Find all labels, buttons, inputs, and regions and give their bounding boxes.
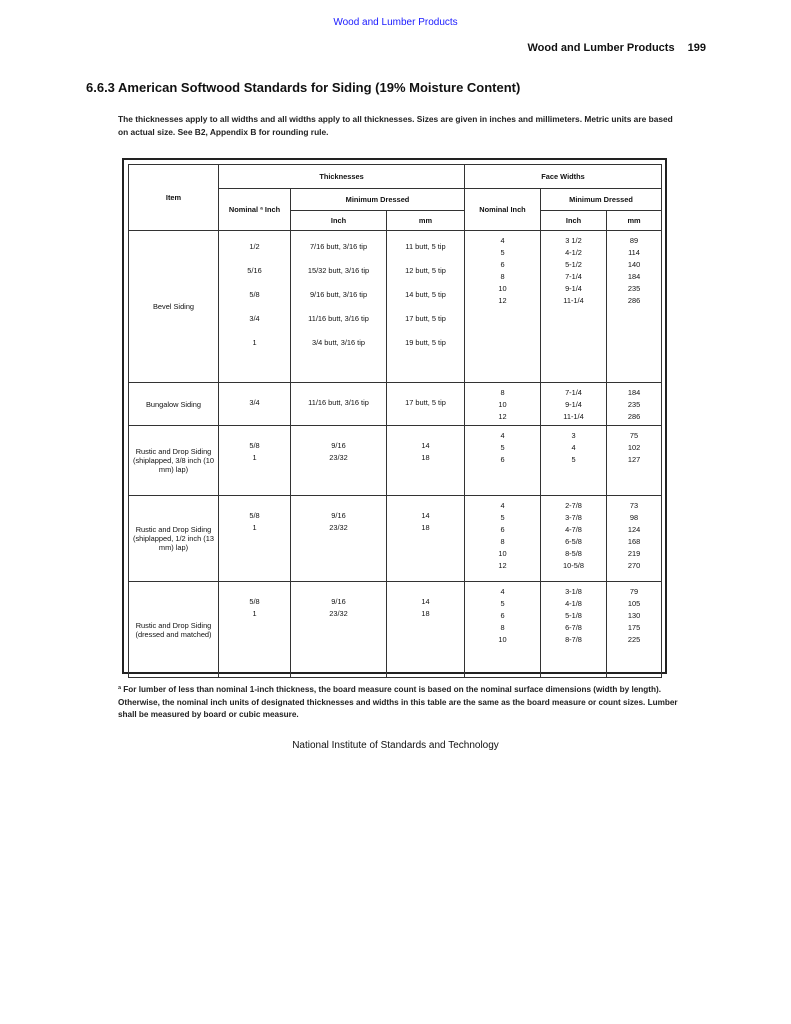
cell-value: 5 xyxy=(571,455,576,464)
cell-value: 11 butt, 5 tip xyxy=(405,242,446,251)
cell-nominal xyxy=(219,231,291,383)
row-item-name: Rustic and Drop Siding (shiplapped, 1/2 inch (13 mm) lap) xyxy=(129,496,219,582)
header-fw-nominal-inch: Nominal Inch xyxy=(465,189,541,231)
cell-value: 8-5/8 xyxy=(565,549,582,558)
cell-fw-mm xyxy=(607,582,662,678)
header-nominal-inch: Nominal ª Inch xyxy=(219,189,291,231)
intro-paragraph: The thicknesses apply to all widths and all widths apply to all thicknesses. Sizes are given in inches and millimeters. Metric units are based on actual size. See B2, Appendix B for rounding rule. xyxy=(118,114,673,138)
cell-value: 6-5/8 xyxy=(565,537,582,546)
cell-fw-mm xyxy=(607,383,662,426)
cell-value: 6 xyxy=(500,455,505,464)
cell-value: 23/32 xyxy=(329,609,348,618)
cell-value: 127 xyxy=(627,455,641,464)
cell-mm xyxy=(387,383,465,426)
cell-value: 73 xyxy=(629,501,639,510)
cell-value: 9/16 xyxy=(331,597,346,606)
row-item-name: Bevel Siding xyxy=(129,231,219,383)
cell-value: 235 xyxy=(627,284,641,293)
cell-value: 10 xyxy=(498,284,507,293)
cell-value: 11-1/4 xyxy=(563,296,584,305)
cell-inch xyxy=(291,383,387,426)
cell-value: 286 xyxy=(627,296,641,305)
cell-value: 140 xyxy=(627,260,641,269)
cell-fw-nominal xyxy=(465,383,541,426)
cell-value: 5-1/8 xyxy=(565,611,582,620)
cell-value: 14 xyxy=(421,441,430,450)
cell-value: 9/16 butt, 3/16 tip xyxy=(309,290,368,299)
cell-value: 11-1/4 xyxy=(563,412,584,421)
cell-value: 23/32 xyxy=(329,523,348,532)
cell-fw-nominal xyxy=(465,582,541,678)
cell-value: 1 xyxy=(252,338,257,347)
cell-inch xyxy=(291,426,387,496)
cell-value: 4-1/8 xyxy=(565,599,582,608)
cell-value: 5/16 xyxy=(247,266,262,275)
cell-value: 7/16 butt, 3/16 tip xyxy=(309,242,368,251)
cell-value: 235 xyxy=(627,400,641,409)
cell-value: 12 xyxy=(498,296,507,305)
header-mm: mm xyxy=(387,211,465,231)
cell-value: 18 xyxy=(421,453,430,462)
cell-value: 8 xyxy=(500,537,505,546)
cell-nominal xyxy=(219,426,291,496)
cell-fw-inch xyxy=(541,426,607,496)
cell-value: 14 xyxy=(421,597,430,606)
cell-nominal xyxy=(219,383,291,426)
cell-value: 114 xyxy=(628,248,640,257)
cell-value: 3/4 xyxy=(249,314,260,323)
cell-value: 5 xyxy=(500,443,505,452)
cell-value: 9/16 xyxy=(331,511,346,520)
cell-value: 8 xyxy=(500,388,505,397)
cell-mm xyxy=(387,426,465,496)
cell-value: 5/8 xyxy=(249,511,260,520)
cell-value: 2-7/8 xyxy=(565,501,582,510)
cell-value: 1 xyxy=(252,453,257,462)
cell-inch xyxy=(291,231,387,383)
cell-value: 5/8 xyxy=(249,597,260,606)
page-number: 199 xyxy=(687,42,706,54)
section-title: 6.6.3 American Softwood Standards for Siding (19% Moisture Content) xyxy=(86,80,521,95)
cell-nominal xyxy=(219,582,291,678)
header-thicknesses: Thicknesses xyxy=(219,165,465,189)
cell-value: 1 xyxy=(252,523,257,532)
cell-value: 4 xyxy=(571,443,576,452)
cell-value: 5 xyxy=(500,248,505,257)
header-min-dressed: Minimum Dressed xyxy=(291,189,465,211)
cell-mm xyxy=(387,582,465,678)
cell-value: 5 xyxy=(500,599,505,608)
cell-value: 8-7/8 xyxy=(565,635,582,644)
cell-value: 19 butt, 5 tip xyxy=(405,338,446,347)
cell-value: 4-1/2 xyxy=(565,248,582,257)
cell-fw-nominal xyxy=(465,426,541,496)
cell-value: 3-7/8 xyxy=(565,513,582,522)
cell-value: 10 xyxy=(498,635,507,644)
cell-value: 105 xyxy=(627,599,641,608)
row-item-name: Rustic and Drop Siding (shiplapped, 3/8 inch (10 mm) lap) xyxy=(129,426,219,496)
table-row xyxy=(129,582,662,678)
cell-value: 6 xyxy=(500,260,505,269)
page-footer: National Institute of Standards and Technology xyxy=(292,740,499,751)
cell-value: 3 xyxy=(571,431,576,440)
cell-value: 225 xyxy=(627,635,641,644)
cell-value: 184 xyxy=(627,272,641,281)
cell-value: 175 xyxy=(627,623,641,632)
cell-value: 4-7/8 xyxy=(565,525,582,534)
cell-value: 5 xyxy=(500,513,505,522)
siding-table-frame xyxy=(122,158,667,674)
cell-value: 75 xyxy=(629,431,639,440)
cell-value: 1 xyxy=(252,609,257,618)
cell-value: 9-1/4 xyxy=(565,400,582,409)
cell-fw-inch xyxy=(541,383,607,426)
cell-value: 17 butt, 5 tip xyxy=(405,314,446,323)
cell-value: 89 xyxy=(629,236,639,245)
cell-value: 3/4 xyxy=(249,398,260,407)
cell-value: 11/16 butt, 3/16 tip xyxy=(308,314,369,323)
cell-value: 8 xyxy=(500,272,505,281)
cell-value: 14 xyxy=(421,511,430,520)
cell-value: 10 xyxy=(498,400,507,409)
cell-value: 79 xyxy=(629,587,639,596)
running-title: Wood and Lumber Products xyxy=(527,42,675,54)
cell-value: 4 xyxy=(500,236,505,245)
cell-value: 184 xyxy=(627,388,641,397)
footnote: ª For lumber of less than nominal 1-inch thickness, the board measure count is based on the nominal surface dimensions (width by length). Otherwise, the nominal inch units of designated thicknesses and widths in this table are the same as the board measure or count sizes. Lumber shall be measured by board or cubic measure. xyxy=(118,685,678,720)
cell-value: 9-1/4 xyxy=(565,284,582,293)
siding-table xyxy=(128,164,662,678)
cell-value: 5/8 xyxy=(249,290,260,299)
cell-value: 124 xyxy=(627,525,641,534)
cell-value: 10 xyxy=(498,549,507,558)
cell-value: 4 xyxy=(500,431,505,440)
table-row xyxy=(129,426,662,496)
cell-value: 6-7/8 xyxy=(565,623,582,632)
cell-value: 7-1/4 xyxy=(565,272,582,281)
header-fw-min-dressed: Minimum Dressed xyxy=(541,189,662,211)
header-fw-inch: Inch xyxy=(541,211,607,231)
cell-value: 12 butt, 5 tip xyxy=(405,266,446,275)
cell-fw-inch xyxy=(541,582,607,678)
cell-inch xyxy=(291,582,387,678)
cell-value: 23/32 xyxy=(329,453,348,462)
cell-value: 5/8 xyxy=(249,441,260,450)
cell-value: 168 xyxy=(627,537,641,546)
cell-value: 9/16 xyxy=(331,441,346,450)
cell-value: 18 xyxy=(421,609,430,618)
cell-value: 219 xyxy=(627,549,641,558)
row-item-name: Rustic and Drop Siding (dressed and matched) xyxy=(129,582,219,678)
cell-value: 4 xyxy=(500,587,505,596)
header-item: Item xyxy=(129,165,219,231)
header-face-widths: Face Widths xyxy=(465,165,662,189)
cell-value: 3/4 butt, 3/16 tip xyxy=(311,338,365,347)
cell-value: 130 xyxy=(627,611,641,620)
cell-value: 3 1/2 xyxy=(565,236,582,245)
table-row xyxy=(129,383,662,426)
cell-value: 15/32 butt, 3/16 tip xyxy=(307,266,370,275)
cell-nominal xyxy=(219,496,291,582)
cell-value: 3-1/8 xyxy=(565,587,582,596)
table-row xyxy=(129,231,662,383)
cell-value: 17 butt, 5 tip xyxy=(405,398,446,407)
cell-value: 6 xyxy=(500,611,505,620)
cell-value: 7-1/4 xyxy=(565,388,582,397)
cell-fw-nominal xyxy=(465,496,541,582)
cell-mm xyxy=(387,496,465,582)
cell-fw-mm xyxy=(607,426,662,496)
cell-value: 1/2 xyxy=(249,242,260,251)
cell-fw-mm xyxy=(607,231,662,383)
cell-value: 8 xyxy=(500,623,505,632)
cell-fw-inch xyxy=(541,231,607,383)
cell-value: 98 xyxy=(629,513,639,522)
table-row xyxy=(129,496,662,582)
running-header xyxy=(528,42,707,54)
cell-value: 11/16 butt, 3/16 tip xyxy=(308,398,369,407)
header-fw-mm: mm xyxy=(607,211,662,231)
header-link[interactable]: Wood and Lumber Products xyxy=(333,17,458,28)
row-item-name: Bungalow Siding xyxy=(129,383,219,426)
cell-value: 102 xyxy=(627,443,641,452)
cell-mm xyxy=(387,231,465,383)
cell-value: 18 xyxy=(421,523,430,532)
cell-value: 12 xyxy=(498,561,507,570)
cell-value: 14 butt, 5 tip xyxy=(405,290,446,299)
cell-value: 4 xyxy=(500,501,505,510)
cell-fw-nominal xyxy=(465,231,541,383)
cell-value: 270 xyxy=(627,561,641,570)
cell-fw-inch xyxy=(541,496,607,582)
cell-value: 12 xyxy=(498,412,507,421)
cell-value: 5-1/2 xyxy=(565,260,582,269)
cell-inch xyxy=(291,496,387,582)
cell-fw-mm xyxy=(607,496,662,582)
cell-value: 286 xyxy=(627,412,641,421)
header-inch: Inch xyxy=(291,211,387,231)
cell-value: 10-5/8 xyxy=(563,561,584,570)
cell-value: 6 xyxy=(500,525,505,534)
